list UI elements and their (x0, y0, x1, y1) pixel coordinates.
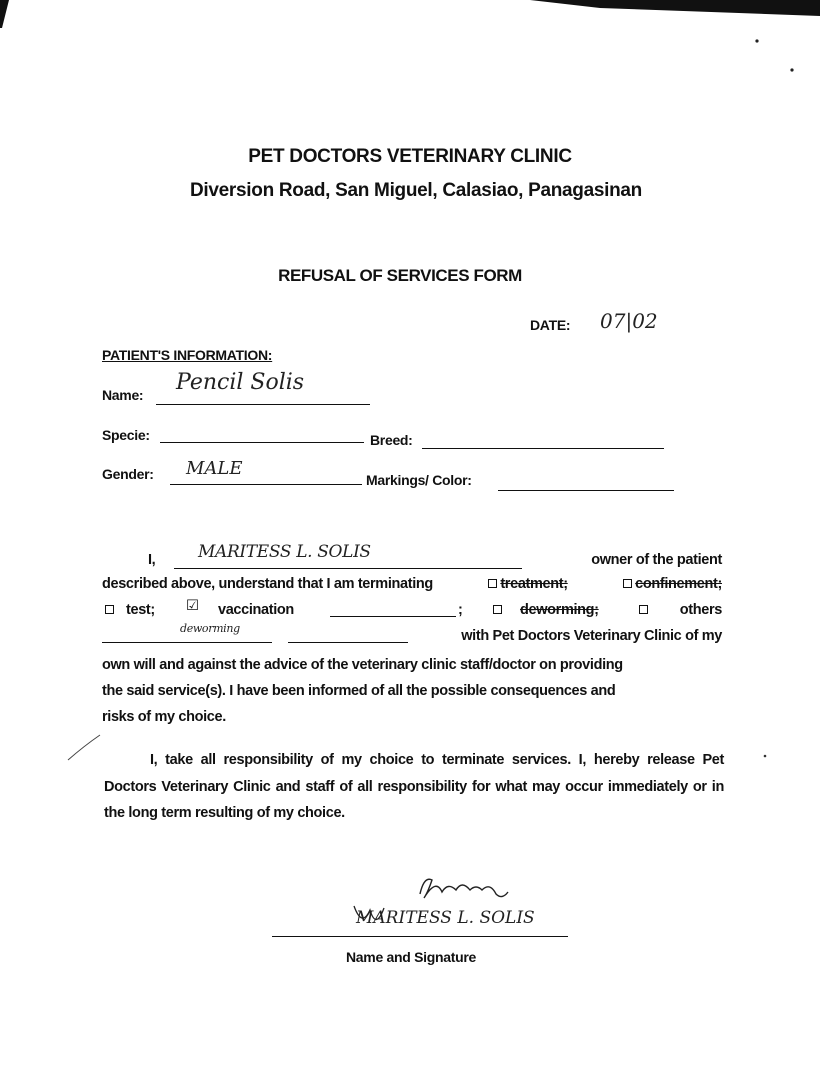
statement-i: I, (148, 552, 156, 568)
clinic-name: PET DOCTORS VETERINARY CLINIC (248, 146, 572, 167)
clinic-address: Diversion Road, San Miguel, Calasiao, Panagasinan (190, 180, 642, 201)
name-label: Name: (102, 387, 144, 403)
statement-line-2-text: described above, understand that I am terminating (102, 576, 433, 592)
owner-name-value[interactable]: MARITESS L. SOLIS (198, 542, 371, 562)
gender-label: Gender: (102, 466, 154, 482)
date-value[interactable]: 07|02 (600, 309, 658, 333)
owner-name-underline (174, 568, 522, 569)
statement-line-2 (102, 576, 722, 592)
breed-label: Breed: (370, 432, 413, 448)
extra-underline (288, 642, 408, 643)
statement-line-5: own will and against the advice of the veterinary clinic staff/doctor on providing (102, 657, 623, 673)
others-checkbox[interactable] (639, 605, 648, 614)
vaccination-label: vaccination (218, 602, 294, 618)
vaccination-underline (330, 616, 456, 617)
deworming-checkbox[interactable] (493, 605, 502, 614)
confinement-checkbox[interactable] (623, 579, 632, 588)
form-title: REFUSAL OF SERVICES FORM (278, 266, 522, 285)
test-label: test; (126, 602, 155, 618)
markings-label: Markings/ Color: (366, 472, 472, 488)
gender-underline (170, 484, 362, 485)
others-underline (102, 642, 272, 643)
name-value[interactable]: Pencil Solis (176, 370, 305, 395)
statement-line-6: the said service(s). I have been informed of all the possible consequences and (102, 683, 616, 699)
deworming-label: deworming; (520, 602, 599, 618)
statement-line-7: risks of my choice. (102, 709, 226, 725)
vaccination-checkbox[interactable]: ☑ (186, 598, 199, 614)
name-underline (156, 404, 370, 405)
breed-underline (422, 448, 664, 449)
signature-mark (340, 870, 580, 940)
release-paragraph: I, take all responsibility of my choice to terminate services. I, hereby release Pet Doctors Veterinary Clinic and staff of all responsibility for what may occur immediately or in the long term resulting of my choice. (104, 752, 724, 821)
date-label: DATE: (530, 317, 571, 333)
patient-section-label: PATIENT'S INFORMATION: (102, 347, 273, 363)
statement-line-4-text: with Pet Doctors Veterinary Clinic of my (461, 628, 722, 644)
signature-label: Name and Signature (346, 949, 476, 965)
owner-text: owner of the patient (591, 552, 722, 568)
treatment-label: treatment; (500, 576, 568, 592)
signature-printed-name[interactable]: MARITESS L. SOLIS (356, 908, 535, 928)
treatment-checkbox[interactable] (488, 579, 497, 588)
gender-value[interactable]: MALE (186, 458, 243, 479)
specie-label: Specie: (102, 427, 150, 443)
test-checkbox[interactable] (105, 605, 114, 614)
specie-underline (160, 442, 364, 443)
markings-underline (498, 490, 674, 491)
confinement-label: confinement; (635, 576, 722, 592)
signature-underline (272, 936, 568, 937)
others-label: others (679, 602, 722, 618)
others-value[interactable]: deworming (180, 622, 240, 635)
